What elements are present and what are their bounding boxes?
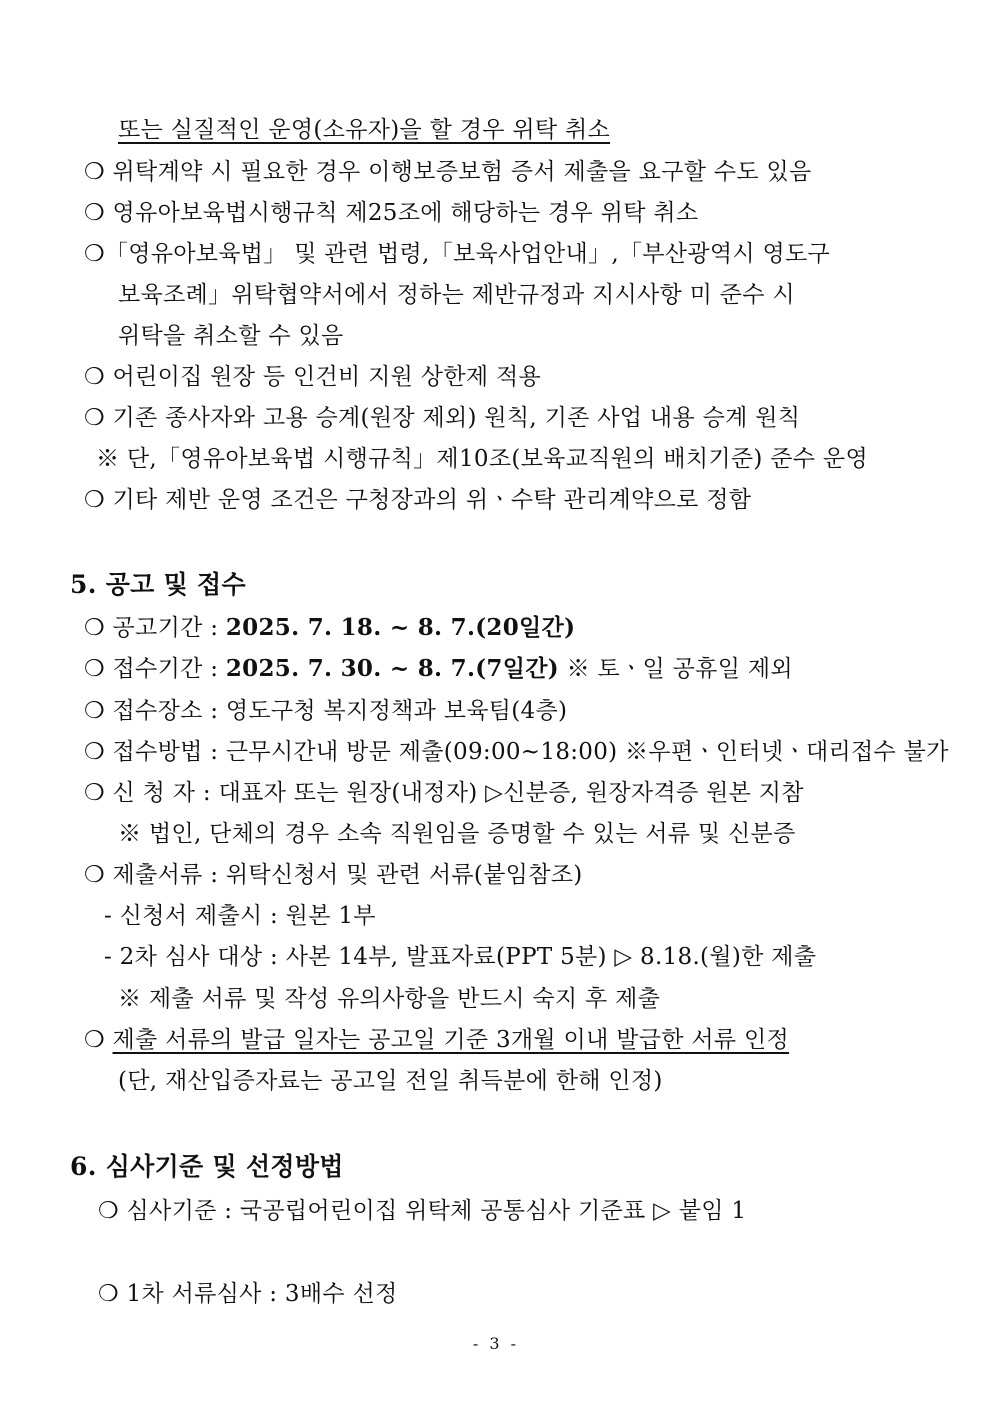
bullet-performance-bond: ❍ 위탁계약 시 필요한 경우 이행보증보험 증서 제출을 요구할 수도 있음 [84, 159, 812, 185]
applicant: ❍ 신 청 자 : 대표자 또는 원장(내정자) ▷신분증, 원장자격증 원본 지참 [84, 780, 804, 806]
issue-date-bullet: ❍ [84, 1027, 113, 1053]
bullet-rule-article-25: ❍ 영유아보육법시행규칙 제25조에 해당하는 경우 위탁 취소 [84, 200, 699, 226]
notice-period [84, 613, 575, 643]
submission-original: - 신청서 제출시 : 원본 1부 [104, 903, 376, 929]
review-criteria: ❍ 심사기준 : 국공립어린이집 위탁체 공통심사 기준표 ▷ 붙임 1 [98, 1198, 747, 1224]
cancellation-continued-line: 또는 실질적인 운영(소유자)을 할 경우 위탁 취소 [118, 117, 611, 143]
submission-note: ※ 제출 서류 및 작성 유의사항을 반드시 숙지 후 제출 [118, 986, 661, 1012]
submission-second-round: - 2차 심사 대상 : 사본 14부, 발표자료(PPT 5분) ▷ 8.18.(월)한 제출 [104, 944, 817, 970]
reception-period-label: ❍ 접수기간 : [84, 656, 226, 682]
applicant-note: ※ 법인, 단체의 경우 소속 직원임을 증명할 수 있는 서류 및 신분증 [118, 821, 796, 847]
submission-documents: ❍ 제출서류 : 위탁신청서 및 관련 서류(붙임참조) [84, 862, 583, 888]
note-staffing-standard: ※ 단,「영유아보육법 시행규칙」제10조(보육교직원의 배치기준) 준수 운영 [96, 446, 868, 472]
bullet-laws-line-1: ❍「영유아보육법」 및 관련 법령,「보육사업안내」,「부산광역시 영도구 [84, 241, 831, 267]
notice-period-date: 2025. 7. 18. ~ 8. 7.(20일간) [225, 614, 576, 641]
section-5-heading: 5. 공고 및 접수 [70, 570, 246, 599]
first-document-review: ❍ 1차 서류심사 : 3배수 선정 [98, 1281, 398, 1307]
reception-place: ❍ 접수장소 : 영도구청 복지정책과 보육팀(4층) [84, 698, 568, 724]
issue-date-text: 제출 서류의 발급 일자는 공고일 기준 3개월 이내 발급한 서류 인정 [112, 1027, 790, 1053]
section-6-heading: 6. 심사기준 및 선정방법 [70, 1152, 344, 1181]
reception-period-date: 2025. 7. 30. ~ 8. 7.(7일간) [225, 655, 559, 682]
notice-period-label: ❍ 공고기간 : [84, 615, 226, 641]
bullet-labor-cost-cap: ❍ 어린이집 원장 등 인건비 지원 상한제 적용 [84, 364, 542, 390]
bullet-other-conditions: ❍ 기타 제반 운영 조건은 구청장과의 위ㆍ수탁 관리계약으로 정함 [84, 487, 752, 513]
issue-date-rule [84, 1025, 789, 1055]
bullet-laws-line-3: 위탁을 취소할 수 있음 [118, 323, 344, 349]
issue-date-note: (단, 재산입증자료는 공고일 전일 취득분에 한해 인정) [118, 1068, 663, 1094]
bullet-laws-line-2: 보육조례」위탁협약서에서 정하는 제반규정과 지시사항 미 준수 시 [118, 282, 795, 308]
reception-method: ❍ 접수방법 : 근무시간내 방문 제출(09:00~18:00) ※우편ㆍ인터넷ㆍ대리접수 불가 [84, 739, 949, 765]
bullet-staff-succession: ❍ 기존 종사자와 고용 승계(원장 제외) 원칙, 기존 사업 내용 승계 원칙 [84, 405, 801, 431]
page-number: - 3 - [472, 1334, 520, 1353]
reception-period-note: ※ 토ㆍ일 공휴일 제외 [558, 656, 793, 682]
reception-period [84, 654, 793, 684]
